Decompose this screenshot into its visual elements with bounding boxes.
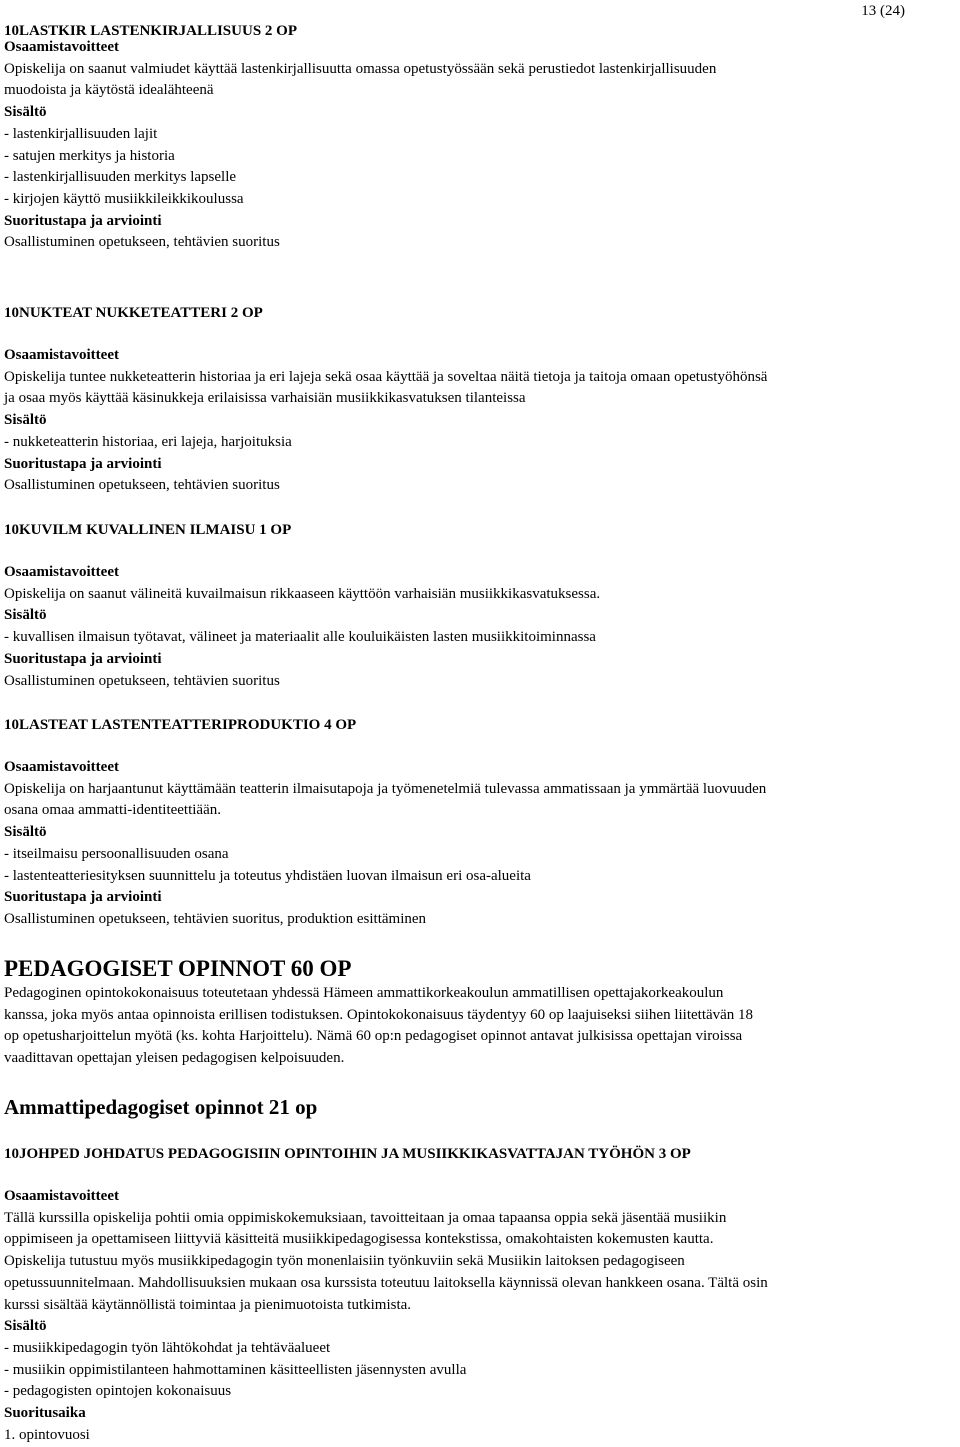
course-title: 10KUVILM KUVALLINEN ILMAISU 1 OP: [4, 522, 292, 538]
goals-line: opetussuunnitelmaan. Mahdollisuuksien mukaan osa kurssista toteutuu laitoksella käynnissä olevan hankkeen osana. Tältä osin: [4, 1274, 768, 1291]
content-item: - nukketeatterin historiaa, eri lajeja, harjoituksia: [4, 433, 292, 450]
goals-line: Opiskelija tuntee nukketeatterin historiaa ja eri lajeja sekä osaa käyttää ja soveltaa näitä tietoja ja taitoja omaan opetustyöhönsä: [4, 368, 768, 385]
course-johped-body: [4, 1186, 768, 1446]
content-heading: Sisältö: [4, 104, 47, 121]
goals-line: ja osaa myös käyttää käsinukkeja erilaisissa varhaisiän musiikkikasvatuksen tilanteissa: [4, 390, 526, 407]
intro-line: Pedagoginen opintokokonaisuus toteutetaan yhdessä Hämeen ammattikorkeakoulun ammatillisen opettajakorkeakoulun: [4, 985, 724, 1001]
intro-line: kanssa, joka myös antaa opinnoista erillisen todistuksen. Opintokokonaisuus täydentyy 60 op laajuiseksi siihen liitettävän 18: [4, 1006, 754, 1023]
course-lastkir-body: [4, 37, 716, 254]
assessment-heading: Suoritustapa ja arviointi: [4, 889, 162, 906]
course-lasteat-body: [4, 757, 766, 931]
course-title: 10LASTKIR LASTENKIRJALLISUUS 2 OP: [4, 23, 297, 39]
content-item: - musiikin oppimistilanteen hahmottaminen käsitteellisten jäsennysten avulla: [4, 1361, 467, 1378]
assessment-text: Osallistuminen opetukseen, tehtävien suoritus: [4, 234, 280, 251]
content-item: - lastenkirjallisuuden merkitys lapselle: [4, 169, 237, 186]
assessment-heading: Suoritustapa ja arviointi: [4, 650, 162, 667]
assessment-heading: Suoritustapa ja arviointi: [4, 455, 162, 472]
course-kuvilm: [4, 519, 291, 541]
assessment-text: Osallistuminen opetukseen, tehtävien suoritus: [4, 477, 280, 494]
timing-text: 1. opintovuosi: [4, 1426, 90, 1443]
content-item: - lastenteatteriesityksen suunnittelu ja toteutus yhdistäen luovan ilmaisun eri osa-alueita: [4, 867, 531, 884]
course-nukteat-body: [4, 345, 767, 497]
content-heading: Sisältö: [4, 824, 47, 841]
goals-line: Opiskelija on harjaantunut käyttämään teatterin ilmaisutapoja ja työmenetelmiä tulevassa ammatissaan ja ymmärtää luovuuden: [4, 780, 767, 797]
subsection-heading: Ammattipedagogiset opinnot 21 op: [4, 1095, 318, 1119]
section-pedagogiset: [4, 955, 351, 983]
course-title: 10LASTEAT LASTENTEATTERIPRODUKTIO 4 OP: [4, 717, 357, 733]
course-lasteat: [4, 714, 356, 736]
assessment-text: Osallistuminen opetukseen, tehtävien suoritus, produktion esittäminen: [4, 910, 427, 927]
assessment-text: Osallistuminen opetukseen, tehtävien suoritus: [4, 672, 280, 689]
goals-line: oppimiseen ja opettamiseen liittyviä käsitteitä musiikkipedagogisessa kontekstissa, omakohtaisten kokemusten kautta.: [4, 1231, 714, 1248]
goals-heading: Osaamistavoitteet: [4, 39, 119, 55]
content-item: - kirjojen käyttö musiikkileikkikoulussa: [4, 190, 244, 207]
goals-line: Opiskelija tutustuu myös musiikkipedagogin työn monenlaisiin työnkuviin sekä Musiikin laitoksen pedagogiseen: [4, 1253, 685, 1270]
content-heading: Sisältö: [4, 1318, 47, 1335]
assessment-heading: Suoritustapa ja arviointi: [4, 212, 162, 229]
content-item: - itseilmaisu persoonallisuuden osana: [4, 845, 229, 862]
content-item: - musiikkipedagogin työn lähtökohdat ja tehtäväalueet: [4, 1339, 331, 1356]
content-item: - lastenkirjallisuuden lajit: [4, 125, 158, 142]
content-heading: Sisältö: [4, 412, 47, 429]
goals-line: kurssi sisältää käytännöllistä toimintaa ja pienimuotoista tutkimista.: [4, 1296, 412, 1313]
section-intro: [4, 983, 753, 1070]
course-nukteat: [4, 302, 263, 324]
intro-line: vaadittavan opettajan yleisen pedagogisen kelpoisuuden.: [4, 1050, 345, 1067]
subsection-ammattipedagogiset: [4, 1094, 317, 1120]
content-item: - satujen merkitys ja historia: [4, 147, 175, 164]
goals-heading: Osaamistavoitteet: [4, 759, 119, 775]
goals-line: Opiskelija on saanut valmiudet käyttää lastenkirjallisuutta omassa opetustyössään sekä perustiedot lastenkirjallisuuden: [4, 60, 717, 77]
course-title: 10NUKTEAT NUKKETEATTERI 2 OP: [4, 305, 263, 321]
content-item: - pedagogisten opintojen kokonaisuus: [4, 1383, 232, 1400]
course-kuvilm-body: [4, 562, 600, 692]
goals-line: muodoista ja käytöstä idealähteenä: [4, 82, 214, 99]
section-heading: PEDAGOGISET OPINNOT 60 OP: [4, 956, 352, 981]
content-item: - kuvallisen ilmaisun työtavat, välineet ja materiaalit alle kouluikäisten lasten musiikkitoiminnassa: [4, 629, 596, 646]
goals-line: osana omaa ammatti-identiteettiään.: [4, 802, 221, 819]
goals-heading: Osaamistavoitteet: [4, 347, 119, 363]
course-title: 10JOHPED JOHDATUS PEDAGOGISIIN OPINTOIHIN JA MUSIIKKIKASVATTAJAN TYÖHÖN 3 OP: [4, 1146, 691, 1162]
goals-heading: Osaamistavoitteet: [4, 1188, 119, 1204]
content-heading: Sisältö: [4, 607, 47, 624]
page-number: 13 (24): [861, 3, 905, 19]
goals-line: Opiskelija on saanut välineitä kuvailmaisun rikkaaseen käyttöön varhaisiän musiikkikasvatuksessa.: [4, 585, 601, 602]
intro-line: op opetusharjoittelun myötä (ks. kohta Harjoittelu). Nämä 60 op:n pedagogiset opinnot antavat julkisissa opettajan viroissa: [4, 1028, 743, 1045]
goals-line: Tällä kurssilla opiskelija pohtii omia oppimiskokemuksiaan, tavoitteitaan ja omaa tapaansa oppia sekä jäsentää musiikin: [4, 1209, 727, 1226]
course-johped: [4, 1143, 691, 1165]
timing-heading: Suoritusaika: [4, 1405, 86, 1422]
goals-heading: Osaamistavoitteet: [4, 564, 119, 580]
